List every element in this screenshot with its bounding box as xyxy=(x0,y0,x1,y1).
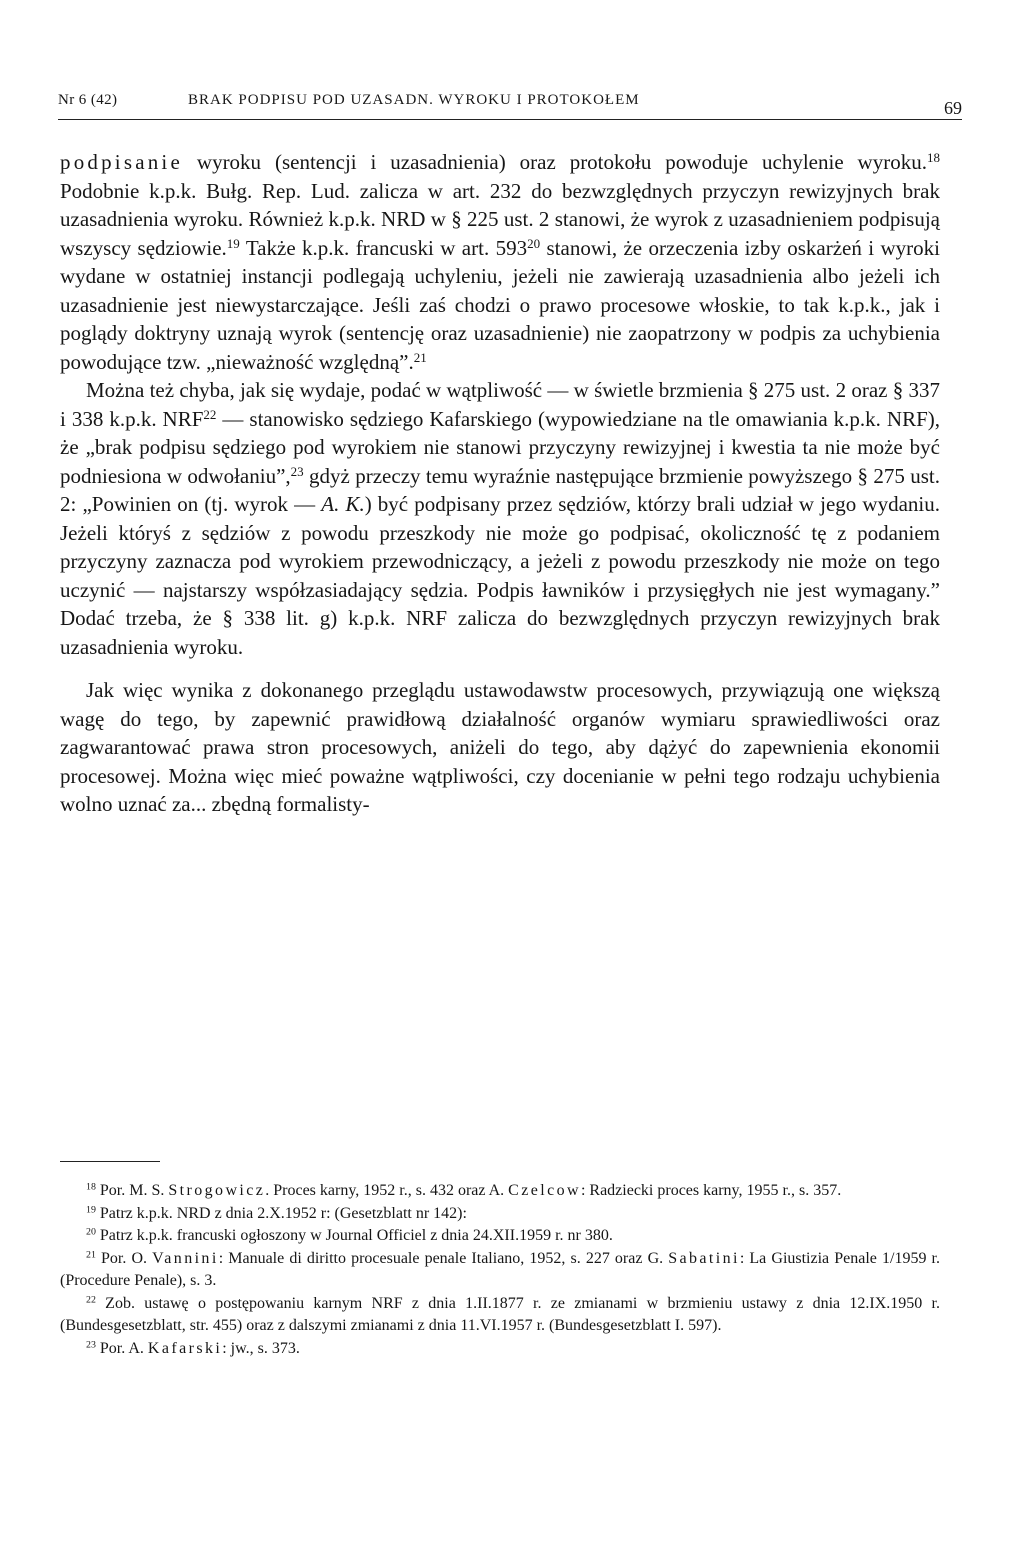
text-run: . Proces karny, 1952 r., s. 432 oraz A. xyxy=(265,1182,509,1199)
text-run: wyroku (sentencji i uzasadnienia) oraz protokołu powoduje uchylenie wyroku. xyxy=(182,150,927,174)
author-initials: A. K. xyxy=(321,492,365,516)
text-run: : La Giustizia Penale 1/1959 r. (Procedure Penale), s. 3. xyxy=(60,1249,940,1289)
footnote-number: 20 xyxy=(86,1226,96,1238)
footnote-number: 21 xyxy=(86,1249,96,1261)
footnote-21 xyxy=(60,1248,940,1293)
running-header xyxy=(58,90,972,116)
page-number: 69 xyxy=(944,98,962,118)
text-run: Także k.p.k. francuski w art. 593 xyxy=(239,235,528,260)
text-run: Patrz k.p.k. NRD z dnia 2.X.1952 r: (Gesetzblatt nr 142): xyxy=(95,1204,467,1222)
footnote-number: 23 xyxy=(86,1339,96,1351)
text-run: gdyż przeczy temu wyraźnie następujące brzmienie powyższego § 275 ust. 2: „Powinien on (tj. wyrok — xyxy=(60,463,940,516)
main-text xyxy=(60,148,940,819)
text-run: stanowi, że orzeczenia izby oskarżeń i wyroki wydane w ostatniej instancji podlegają uchyleniu, jeżeli nie zawierają uzasadnienia albo jeżeli ich uzasadnienie jest niewystarczające. Jeśli zaś chodzi o prawo procesowe włoskie, to tak k.p.k., jak i poglądy doktryny uznają wyrok (sentencję oraz uzasadnienie) nie zaopatrzony w podpis za uchybienia powodujące tzw. „nieważność względną”. xyxy=(60,235,940,374)
header-rule xyxy=(58,119,962,120)
paragraph-2 xyxy=(60,376,940,661)
footnote-ref-18[interactable]: 18 xyxy=(926,149,940,165)
footnote-separator xyxy=(60,1161,160,1162)
text-run: Por. A. xyxy=(95,1339,148,1357)
author-name: Czelcow xyxy=(508,1182,581,1199)
running-title: BRAK PODPISU POD UZASADN. WYROKU I PROTOKOŁEM xyxy=(188,92,640,108)
text-run: — stanowisko sędziego Kafarskiego (wypowiedziane na tle omawiania k.p.k. NRF), że „brak podpisu sędziego pod wyrokiem nie stanowi przyczyny rewizyjnej i kwestia ta nie może być podniesiona w odwołaniu”, xyxy=(60,406,941,488)
footnotes xyxy=(60,1180,940,1360)
issue-number: Nr 6 (42) xyxy=(58,92,118,108)
text-run: Podobnie k.p.k. Bułg. Rep. Lud. zalicza w art. 232 do bezwzględnych przyczyn rewizyjnych brak uzasadnienia wyroku. Również k.p.k. NRD w § 225 ust. 2 stanowi, że wyrok z uzasadnieniem podpisują wszyscy sędziowie. xyxy=(60,178,940,260)
text-run: Por. O. xyxy=(95,1249,153,1267)
text-run: : jw., s. 373. xyxy=(222,1339,300,1357)
author-name: Kafarski xyxy=(147,1339,223,1357)
footnote-ref-19[interactable]: 19 xyxy=(226,235,240,251)
author-name: Sabatini xyxy=(668,1249,740,1267)
text-run: Por. M. S. xyxy=(95,1182,169,1199)
footnote-ref-21[interactable]: 21 xyxy=(413,349,427,365)
author-name: Strogowicz xyxy=(168,1182,266,1199)
text-run: Można też chyba, jak się wydaje, podać w wątpliwość — w świetle brzmienia § 275 ust. 2 oraz § 337 i 338 k.p.k. NRF xyxy=(60,378,940,431)
footnote-number: 18 xyxy=(86,1181,96,1193)
text-run: Zob. ustawę o postępowaniu karnym NRF z dnia 1.II.1877 r. ze zmianami w brzmieniu ustawy z dnia 12.IX.1950 r. (Bundesgesetzblatt, str. 455) oraz z dalszymi zmianami z dnia 11.VI.1957 r. (Bundesgesetzblatt I. 597). xyxy=(60,1294,940,1334)
paragraph-3: Jak więc wynika z dokonanego przeglądu ustawodawstw procesowych, przywiązują one większą wagę do tego, by zapewnić prawidłową działalność organów wymiaru sprawiedliwości oraz zagwarantować prawa stron procesowych, aniżeli do tego, aby dążyć do zapewnienia ekonomii procesowej. Można więc mieć poważne wątpliwości, czy docenianie w pełni tego rodzaju uchybienia wolno uznać za... zbędną formalisty- xyxy=(60,678,940,816)
footnote-22 xyxy=(60,1293,940,1338)
footnote-ref-23[interactable]: 23 xyxy=(290,463,304,479)
footnote-19 xyxy=(60,1203,940,1226)
text-run: Patrz k.p.k. francuski ogłoszony w Journal Officiel z dnia 24.XII.1959 r. nr 380. xyxy=(95,1227,613,1244)
footnote-23 xyxy=(60,1338,940,1361)
footnote-ref-20[interactable]: 20 xyxy=(527,235,541,251)
footnote-number: 19 xyxy=(86,1204,96,1216)
footnote-20 xyxy=(60,1225,940,1248)
footnote-number: 22 xyxy=(86,1294,96,1306)
text-run: : Radziecki proces karny, 1955 r., s. 357. xyxy=(580,1182,842,1199)
footnote-ref-22[interactable]: 22 xyxy=(203,406,217,422)
spaced-word: podpisanie xyxy=(60,150,183,174)
paragraph-1 xyxy=(60,148,940,376)
author-name: Vannini xyxy=(152,1249,219,1267)
text-run: : Manuale di diritto procesuale penale Italiano, 1952, s. 227 oraz G. xyxy=(218,1249,669,1267)
text-run: ) być podpisany przez sędziów, którzy brali udział w jego wydaniu. Jeżeli któryś z sędziów z powodu przeszkody nie może go podpisać, okoliczność tę z podaniem przyczyny zaznacza pod wyrokiem przewodniczący, a jeżeli z powodu przeszkody nie może on tego uczynić — najstarszy współzasiadający sędzia. Podpis ławników i przysięgłych nie jest wymagany.” Dodać trzeba, że § 338 lit. g) k.p.k. NRF zalicza do bezwzględnych przyczyn rewizyjnych brak uzasadnienia wyroku. xyxy=(60,492,940,659)
footnote-18 xyxy=(60,1180,940,1203)
